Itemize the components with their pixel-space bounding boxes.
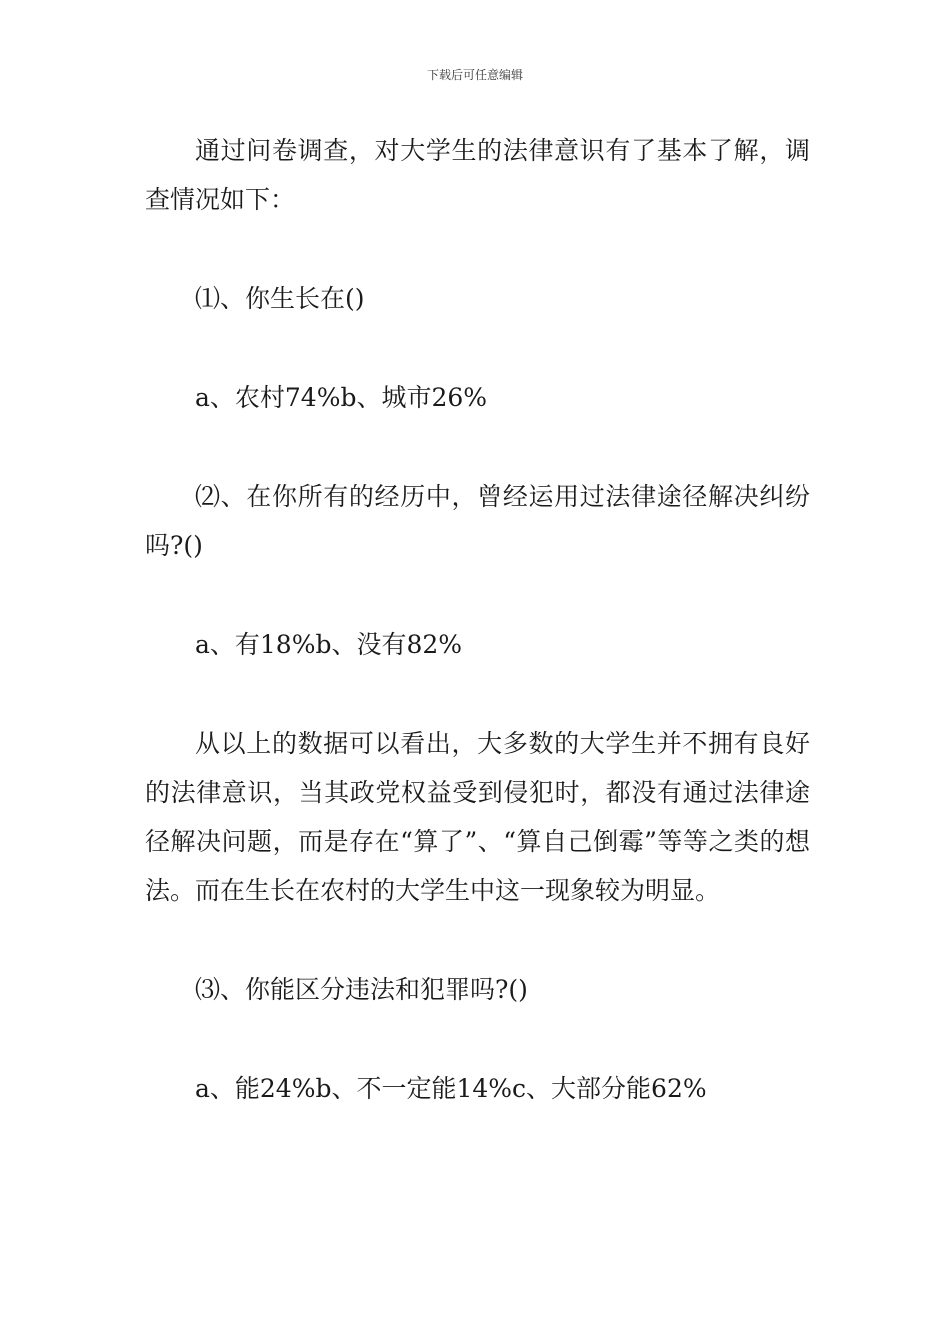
answer-1: a、农村74%b、城市26% (195, 383, 488, 412)
answer-3: a、能24%b、不一定能14%c、大部分能62% (195, 1074, 707, 1103)
answer-2: a、有18%b、没有82% (195, 630, 463, 659)
question-2: ⑵、在你所有的经历中，曾经运用过法律途径解决纠纷吗?() (145, 482, 810, 560)
document-body (145, 126, 810, 1163)
header-note: 下载后可任意编辑 (426, 68, 523, 82)
question-1: ⑴、你生长在() (195, 284, 365, 313)
analysis-paragraph: 从以上的数据可以看出，大多数的大学生并不拥有良好的法律意识，当其政党权益受到侵犯时，都没有通过法律途径解决问题，而是存在“算了”、“算自己倒霉”等等之类的想法。而在生长在农村的大学生中这一现象较为明显。 (145, 729, 810, 905)
intro-paragraph: 通过问卷调查，对大学生的法律意识有了基本了解，调查情况如下： (145, 136, 810, 214)
question-3: ⑶、你能区分违法和犯罪吗?() (195, 975, 528, 1004)
